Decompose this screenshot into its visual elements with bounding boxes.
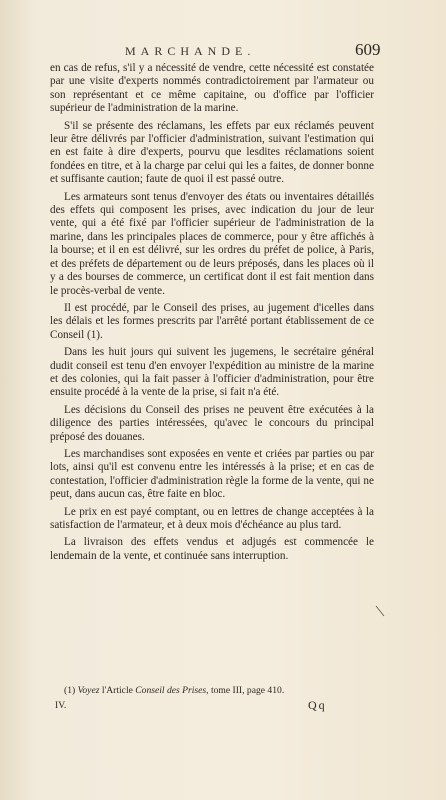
paragraph: Les décisions du Conseil des prises ne peuvent être exécutées à la diligence des parties intéressées, qu'avec le concours du principal préposé des douanes. [50, 403, 374, 443]
footnote-reference: , tome III, page 410. [206, 685, 285, 696]
paragraph: Les armateurs sont tenus d'envoyer des états ou inventaires détaillés des effets qui composent les prises, avec indication du jour de leur vente, qui a été fixé par l'officier supérieur de l'administration de la marine, dans les principales places de commerce, pour y être affichés à la bourse; et il en est délivré, sur les ordres du préfet de police, à Paris, et des préfets de département ou de leurs préposés, dans les places où il y a des bourses de commerce, un certificat dont il est fait mention dans le procès-verbal de vente. [50, 190, 374, 297]
page-header [0, 40, 446, 62]
footnote-text: l'Article [99, 685, 136, 696]
paragraph: Dans les huit jours qui suivent les jugemens, le secrétaire général dudit conseil est tenu d'en envoyer l'expédition au ministre de la marine et des colonies, qui la fait passer à l'officier d'administration, pour être ensuite procédé à la vente de la prise, si fait n'a été. [50, 346, 374, 399]
running-head: MARCHANDE. [125, 44, 256, 58]
volume-signature: IV. [55, 700, 67, 711]
footnote [50, 685, 374, 696]
gathering-signature: Qq [308, 698, 327, 712]
footnote-voyez: Voyez [77, 685, 100, 696]
footnote-marker: (1) [64, 685, 76, 696]
paragraph: en cas de refus, s'il y a nécessité de vendre, cette nécessité est constatée par une visite d'experts nommés contradictoirement par l'armateur ou son représentant et ce même capitaine, ou d'office par l'officier supérieur de l'administration de la marine. [50, 62, 374, 115]
page-number: 609 [355, 40, 381, 59]
paragraph: La livraison des effets vendus et adjugés est commencée le lendemain de la vente, et continuée sans interruption. [50, 536, 374, 562]
footnote-title: Conseil des Prises [135, 685, 207, 696]
paragraph: Le prix en est payé comptant, ou en lettres de change acceptées à la satisfaction de l'armateur, et à deux mois d'échéance au plus tard. [50, 505, 374, 531]
paragraph: S'il se présente des réclamans, les effets par eux réclamés peuvent leur être délivrés par l'officier d'administration, suivant l'estimation qui en est faite à dire d'experts, pourvu que lesdites réclamations soient fondées en titre, et à la charge par celui qui les a faites, de donner bonne et suffisante caution; faute de quoi il est passé outre. [50, 119, 374, 186]
stray-ink-mark [375, 605, 385, 617]
paragraph: Les marchandises sont exposées en vente et criées par parties ou par lots, ainsi qu'il est convenu entre les intéressés à la prise; et en cas de contestation, l'officier d'administration règle la forme de la vente, qui ne peut, dans aucun cas, être faite en bloc. [50, 447, 374, 501]
body-text [50, 62, 374, 567]
paragraph: Il est procédé, par le Conseil des prises, au jugement d'icelles dans les délais et les formes prescrits par l'arrêté portant établissement de ce Conseil (1). [50, 301, 374, 341]
